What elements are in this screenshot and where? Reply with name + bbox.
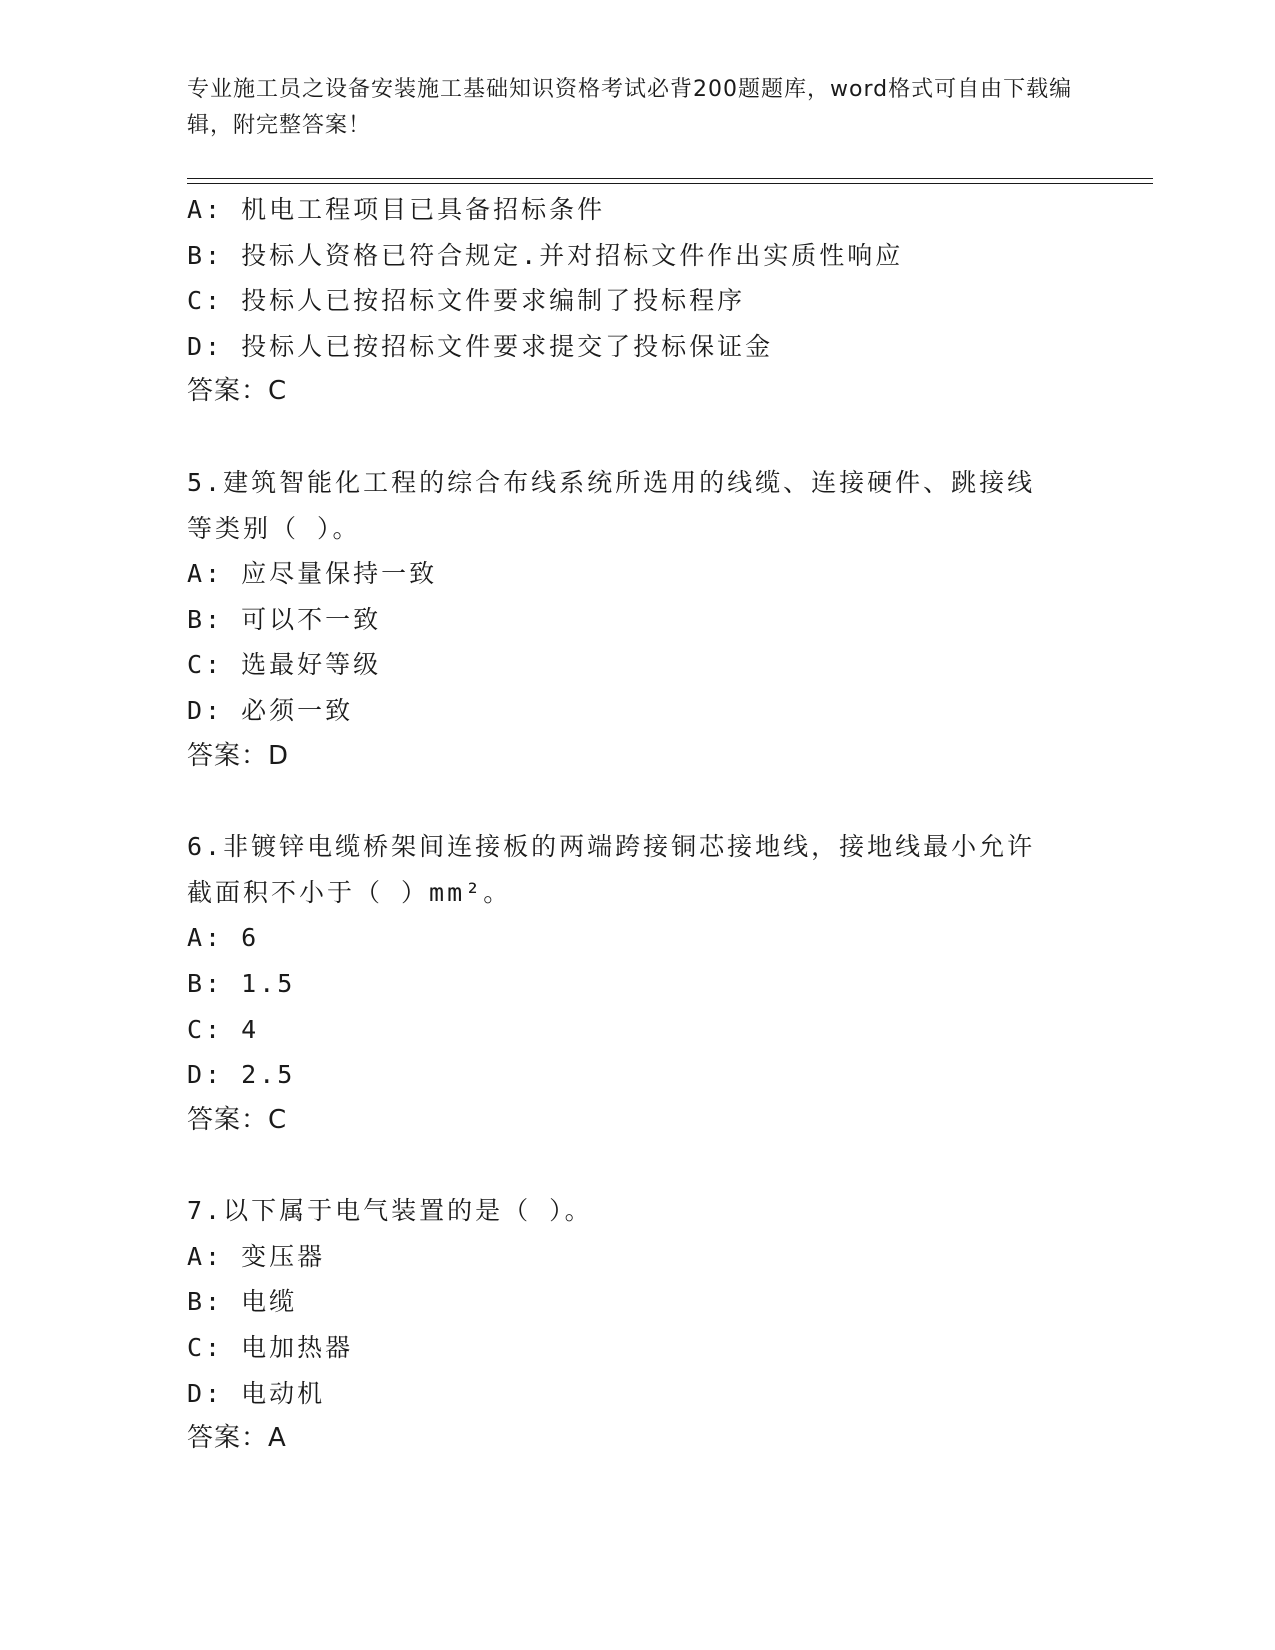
question-stem: 5.建筑智能化工程的综合布线系统所选用的线缆、连接硬件、跳接线 bbox=[187, 467, 1036, 497]
header-divider-bottom bbox=[187, 183, 1153, 184]
spacer bbox=[187, 1143, 1087, 1188]
question-5-block bbox=[187, 460, 1087, 779]
option-b: B: 投标人资格已符合规定.并对招标文件作出实质性响应 bbox=[187, 240, 904, 270]
header-divider-top bbox=[187, 178, 1153, 179]
option-b: B: 可以不一致 bbox=[187, 604, 382, 634]
question-4-block bbox=[187, 187, 1087, 415]
option-b: B: 电缆 bbox=[187, 1287, 298, 1317]
question-stem-continued: 截面积不小于（ ）mm²。 bbox=[187, 877, 512, 907]
question-7-block bbox=[187, 1188, 1087, 1462]
question-content bbox=[187, 187, 1087, 1462]
spacer bbox=[187, 779, 1087, 824]
spacer bbox=[187, 415, 1087, 460]
option-a: A: 机电工程项目已具备招标条件 bbox=[187, 195, 606, 224]
option-d: D: 电动机 bbox=[187, 1378, 326, 1408]
question-stem: 6.非镀锌电缆桥架间连接板的两端跨接铜芯接地线，接地线最小允许 bbox=[187, 832, 1036, 862]
answer-line: 答案：C bbox=[187, 1104, 288, 1135]
option-c: C: 投标人已按招标文件要求编制了投标程序 bbox=[187, 286, 746, 316]
option-d: D: 2.5 bbox=[187, 1060, 296, 1090]
option-d: D: 必须一致 bbox=[187, 695, 354, 725]
option-d: D: 投标人已按招标文件要求提交了投标保证金 bbox=[187, 331, 774, 361]
option-b: B: 1.5 bbox=[187, 968, 296, 998]
question-stem-continued: 等类别（ ）。 bbox=[187, 513, 361, 543]
answer-line: 答案：C bbox=[187, 376, 288, 407]
option-a: A: 应尽量保持一致 bbox=[187, 559, 438, 589]
header-title: 专业施工员之设备安装施工基础知识资格考试必背200题题库，word格式可自由下载编辑，附完整答案！ bbox=[187, 77, 1073, 138]
option-a: A: 6 bbox=[187, 923, 260, 953]
option-a: A: 变压器 bbox=[187, 1241, 326, 1271]
question-6-block bbox=[187, 824, 1087, 1143]
option-c: C: 选最好等级 bbox=[187, 650, 382, 680]
document-header bbox=[187, 72, 1087, 144]
answer-line: 答案：A bbox=[187, 1423, 287, 1454]
question-stem: 7.以下属于电气装置的是（ ）。 bbox=[187, 1196, 593, 1226]
option-c: C: 4 bbox=[187, 1014, 260, 1044]
option-c: C: 电加热器 bbox=[187, 1333, 354, 1363]
answer-line: 答案：D bbox=[187, 740, 290, 771]
